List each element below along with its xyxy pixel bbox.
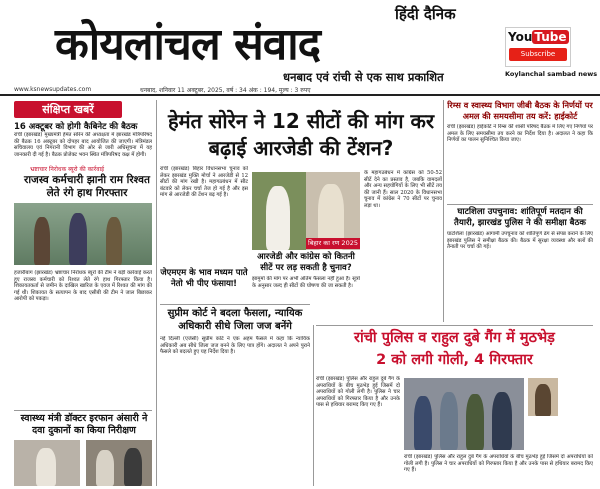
website-link[interactable]: www.ksnewsupdates.com [14,86,92,93]
person-figure [69,213,87,265]
health-minister-headline: स्वास्थ्य मंत्री डॉक्टर इरफान अंसारी ने दवा दुकानों का किया निरीक्षण [20,413,148,436]
photo-caption: बिहार का रण 2025 [306,238,360,249]
masthead-subtitle: हिंदी दैनिक [395,5,456,23]
masthead-tagline: धनबाद एवं रांची से एक साथ प्रकाशित [283,70,444,84]
channel-name: Koylanchal sambad news [505,70,598,78]
divider [14,410,152,411]
person-figure [492,392,512,450]
person-figure [34,217,50,265]
masthead-divider [0,94,600,96]
cabinet-headline: 16 अक्टूबर को होगी कैबिनेट की बैठक [14,122,138,132]
column-divider [156,100,157,486]
divider [316,325,593,326]
supreme-court-text: नई दिल्ली (एजेंसी) सुप्रीम कोर्ट ने एक अहम फैसले में कहा कि न्यायिक अधिकारी अब सीधे जिला जज बनने के लिए पात्र होंगे। अदालत ने अपने पुराने फैसले को बदलते हुए यह निर्देश दिया है। [160,336,310,356]
person-figure [96,450,114,486]
column-divider [313,325,314,486]
bribe-headline: राजस्व कर्मचारी झानी राम रिश्वत लेते रंगे हाथ गिरफ्तार [24,174,150,199]
lead-column-3: झामुमो की मांग पर अभी अंतिम फैसला नहीं हुआ है। सूत्रों के अनुसार जल्द ही सीटों की घोषणा की जा सकती है। [252,276,360,289]
lead-photo [252,172,360,250]
person-figure [535,384,551,416]
person-figure [124,448,142,486]
brief-news-banner: संक्षिप्त खबरें [14,101,122,118]
dateline: धनबाद, शनिवार 11 अक्टूबर, 2025, वर्ष : 34 अंक : 194, मूल्य : 3 रुपए [140,87,311,94]
person-figure [36,448,56,486]
masthead [0,0,600,95]
ghatshila-headline: घाटशिला उपचुनाव: शांतिपूर्ण मतदान की तैयारी, झारखंड पुलिस ने की समीक्षा बैठक [454,207,586,228]
acb-kicker: भ्रष्टाचार निरोधक ब्यूरो की कार्रवाई [30,166,105,173]
ghatshila-article-text: घाटशिला (झारखंड) आगामी उपचुनाव को शांतिपूर्ण ढंग से संपन्न कराने के लिए झारखंड पुलिस ने समीक्षा बैठक की। बैठक में सुरक्षा व्यवस्था और बलों की तैनाती पर चर्चा की गई। [447,231,593,251]
encounter-headline-line1: रांची पुलिस व राहुल दुबे गैंग में मुठभेड़ [354,330,555,346]
lead-headline: हेमंत सोरेन ने 12 सीटों की मांग कर बढ़ाई आरजेडी की टेंशन? [167,109,435,160]
newspaper-title: कोयलांचल संवाद [55,19,320,70]
person-figure [440,392,458,450]
lead-subheadline-1: जेएमएम के भाव मध्यम पाते नेतो भी पीए फंसाया! [160,268,248,289]
encounter-photo [404,378,524,450]
lead-column-1: रांची (झारखंड) बिहार विधानसभा चुनाव को लेकर झारखंड मुक्ति मोर्चा ने आरजेडी से 12 सीटों की मांग रखी है। महागठबंधन में सीट बंटवारे को लेकर चर्चा तेज हो गई है और इस मांग से आरजेडी की टेंशन बढ़ गई है। [160,166,248,199]
health-photo-2 [86,440,152,486]
encounter-article-text: रांची (झारखंड) पुलिस और राहुल दुबे गैंग के अपराधियों के बीच मुठभेड़ हुई जिसमें दो अपराधियों को गोली लगी है। पुलिस ने चार अपराधियों को गिरफ्तार किया है और उनके पास से हथियार बरामद किए गए हैं। [316,376,400,409]
lead-column-2: के महागठबंधन में कांग्रेस को 50-52 सीटें देने का प्रस्ताव है, जबकि वामदलों और अन्य सहयोगियों के लिए भी सीटें तय की जानी हैं। साल 2020 के विधानसभा चुनाव में कांग्रेस ने 70 सीटों पर चुनाव लड़ा था। [364,170,442,209]
youtube-badge[interactable] [505,27,571,67]
supreme-court-headline: सुप्रीम कोर्ट ने बदला फैसला, न्यायिक अधिकारी सीधे जिला जज बनेंगे [167,308,303,332]
column-divider [443,100,444,322]
person-figure [266,186,290,250]
arrest-photo [14,203,152,265]
person-figure [466,394,484,450]
suspect-photo-1 [528,378,558,416]
encounter-article-text-2: रांची (झारखंड) पुलिस और राहुल दुबे गैंग के अपराधियों के बीच मुठभेड़ हुई जिसमें दो अपराधियों को गोली लगी है। पुलिस ने चार अपराधियों को गिरफ्तार किया है और उनके पास से हथियार बरामद किए गए हैं। [404,454,593,474]
divider [447,204,593,205]
divider [160,304,310,305]
rims-article-text: रांची (झारखंड) हाईकोर्ट ने रिम्स की शासी परिषद बैठक में लिए गए निर्णयों पर अमल के लिए समयसीमा तय करने का निर्देश दिया है। अदालत ने कहा कि निर्णयों का पालन सुनिश्चित किया जाए। [447,124,593,144]
youtube-tube-text: Tube [534,30,567,44]
person-figure [106,217,122,265]
encounter-headline-line2: 2 को लगी गोली, 4 गिरफ्तार [376,352,533,368]
rims-headline: रिम्स व स्वास्थ्य विभाग जीबी बैठक के निर्णयों पर अमल की समयसीमा तय करें: हाईकोर्ट [447,100,593,121]
bribe-article-text: हजारीबाग (झारखंड) भ्रष्टाचार निरोधक ब्यूरो की टीम ने बड़ी कार्रवाई करते हुए राजस्व कर्मचारी को रिश्वत लेते रंगे हाथ गिरफ्तार किया है। शिकायतकर्ता से जमीन के दाखिल खारिज के एवज में रिश्वत की मांग की गई थी। शिकायत के सत्यापन के बाद एसीबी की टीम ने जाल बिछाकर आरोपी को पकड़ा। [14,270,152,303]
subscribe-button[interactable]: Subscribe [509,48,567,61]
youtube-you-text: You [508,30,533,44]
cabinet-article-text: रांची (झारखंड) मुख्यमंत्री हेमंत सोरेन की अध्यक्षता में झारखंड मंत्रिपरिषद की बैठक 16 अक्टूबर को दोपहर बाद आयोजित की जाएगी। मंत्रिमंडल सचिवालय एवं निगरानी विभाग की ओर से जारी अधिसूचना में यह जानकारी दी गई है। बैठक प्रोजेक्ट भवन स्थित मंत्रिपरिषद कक्ष में होगी। [14,132,152,158]
lead-subheadline-2: आरजेडी और कांग्रेस को कितनी सीटें पर लड़ सकती है चुनाव? [257,252,355,273]
youtube-logo [508,30,569,44]
person-figure [414,396,432,450]
health-photo-1 [14,440,80,486]
